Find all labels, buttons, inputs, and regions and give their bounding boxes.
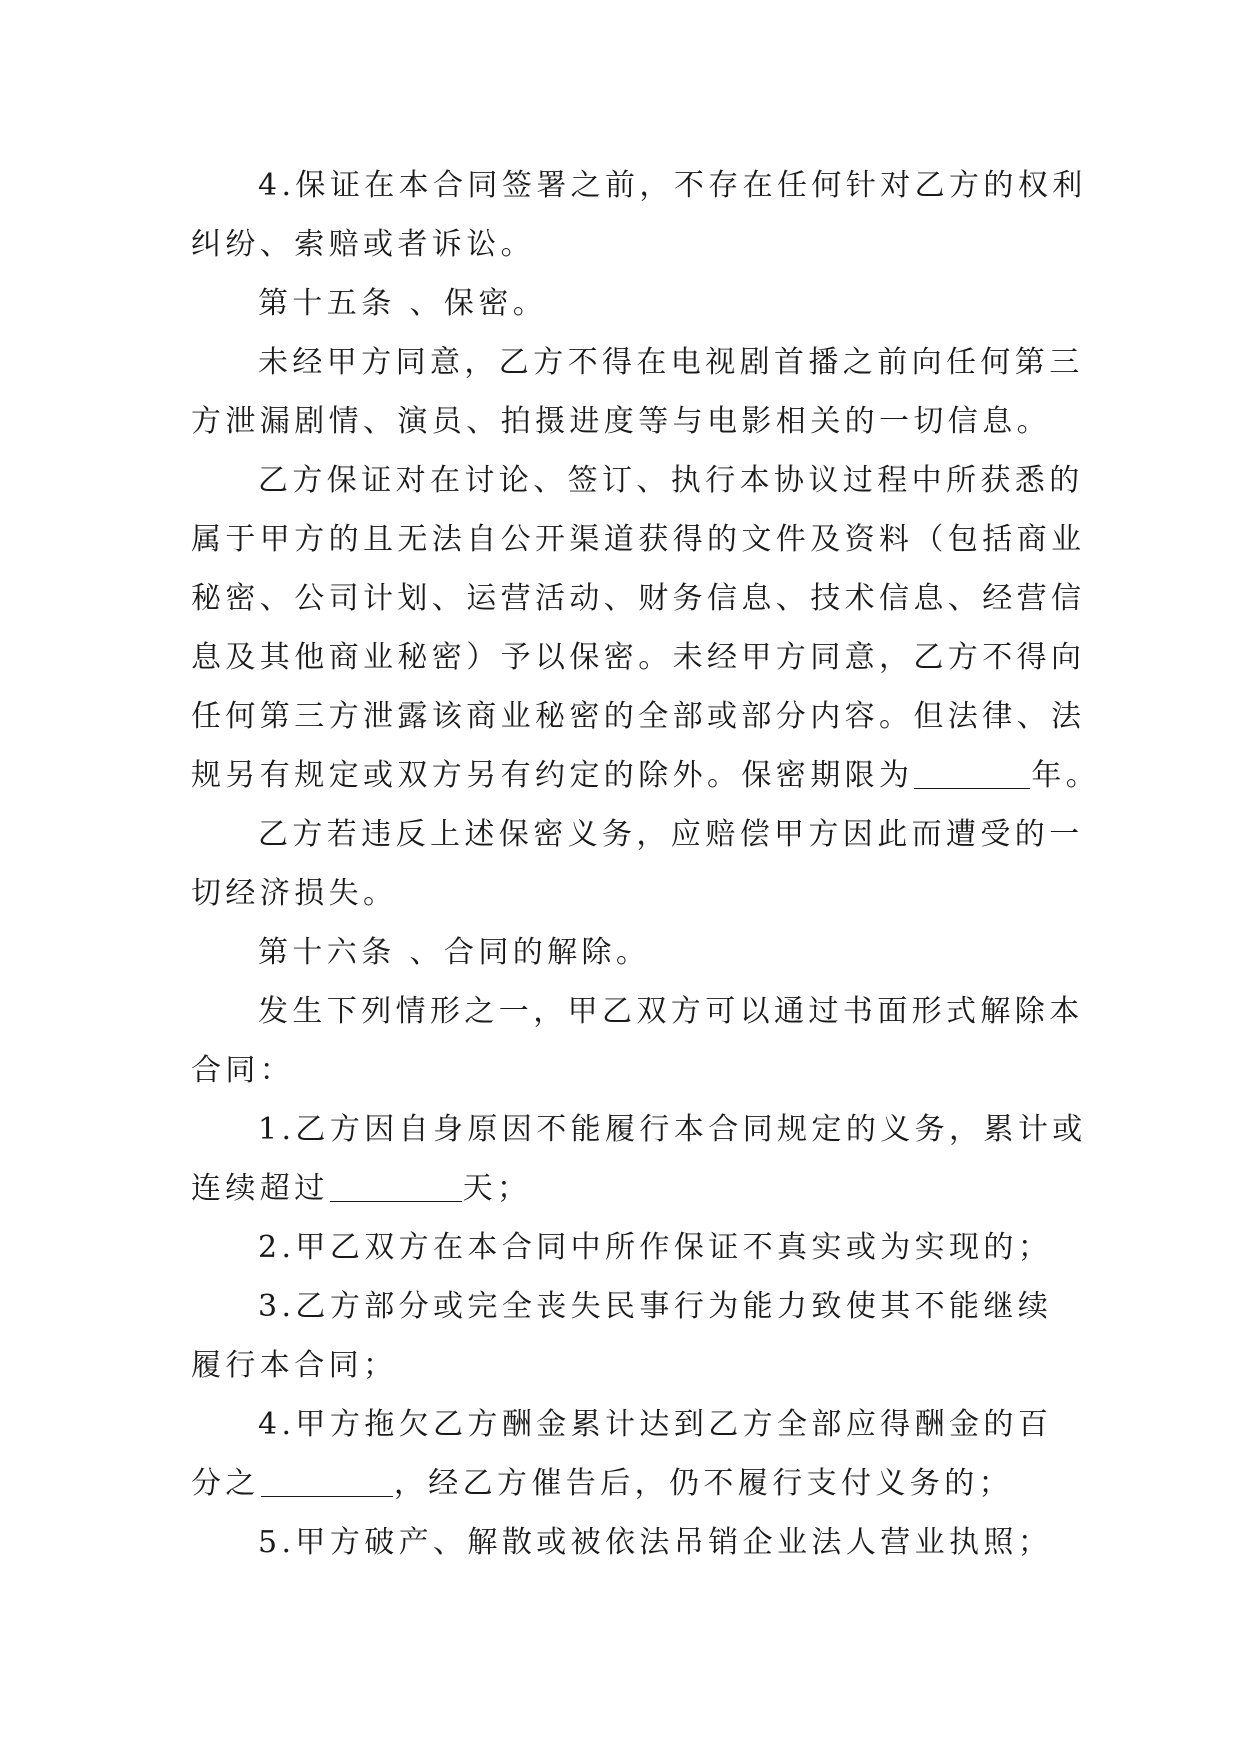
text-line-with-blank [191, 1159, 1071, 1218]
text-line: 履行本合同； [191, 1348, 398, 1383]
text-line: 属于甲方的且无法自公开渠道获得的文件及资料（包括商业 [191, 522, 1086, 557]
article-15-heading [191, 274, 1071, 333]
text-line: 任何第三方泄露该商业秘密的全部或部分内容。但法律、法 [191, 699, 1086, 734]
paragraph-termination-intro [191, 982, 1084, 1100]
text-fragment: 规另有规定或双方另有约定的除外。保密期限为 [191, 758, 914, 793]
article-16-heading [191, 923, 1071, 982]
paragraph-termination-4 [191, 1395, 1071, 1513]
text-line: 4.保证在本合同签署之前，不存在任何针对乙方的权利 [258, 168, 1087, 203]
text-line: 发生下列情形之一，甲乙双方可以通过书面形式解除本 [258, 994, 1084, 1029]
text-line: 秘密、公司计划、运营活动、财务信息、技术信息、经营信 [191, 581, 1086, 616]
paragraph-termination-3 [191, 1277, 1071, 1395]
text-line: 乙方保证对在讨论、签订、执行本协议过程中所获悉的 [258, 463, 1084, 498]
text-line: 5.甲方破产、解散或被依法吊销企业法人营业执照； [258, 1525, 1053, 1560]
fill-in-blank [330, 1171, 462, 1202]
text-line: 切经济损失。 [191, 876, 398, 911]
text-fragment: 连续超过 [191, 1171, 329, 1206]
text-fragment: ，经乙方催告后，仍不履行支付义务的； [393, 1466, 1014, 1501]
text-line-with-blank [191, 1454, 1071, 1513]
text-fragment: 年。 [1031, 758, 1101, 793]
text-line: 4.甲方拖欠乙方酬金累计达到乙方全部应得酬金的百 [258, 1407, 1053, 1442]
text-line: 1.乙方因自身原因不能履行本合同规定的义务，累计或 [258, 1112, 1087, 1147]
fill-in-blank [914, 758, 1030, 789]
paragraph-confidential-1 [191, 333, 1084, 451]
text-line: 第十六条 、合同的解除。 [258, 935, 651, 970]
text-line: 第十五条 、保密。 [258, 286, 548, 321]
text-line: 2.甲乙双方在本合同中所作保证不真实或为实现的； [258, 1230, 1053, 1265]
text-line-with-blank [191, 746, 1101, 805]
text-line: 3.乙方部分或完全丧失民事行为能力致使其不能继续 [258, 1289, 1053, 1324]
document-body [191, 156, 1101, 1572]
text-line: 乙方若违反上述保密义务，应赔偿甲方因此而遭受的一 [258, 817, 1084, 852]
paragraph-termination-2 [191, 1218, 1071, 1277]
paragraph-confidential-3 [191, 805, 1084, 923]
text-line: 纠纷、索赔或者诉讼。 [191, 227, 535, 262]
text-fragment: 天； [462, 1171, 532, 1206]
paragraph-termination-1 [191, 1100, 1087, 1218]
text-line: 息及其他商业秘密）予以保密。未经甲方同意，乙方不得向 [191, 640, 1086, 675]
paragraph-guarantee-4 [191, 156, 1087, 274]
text-line: 未经甲方同意，乙方不得在电视剧首播之前向任何第三 [258, 345, 1084, 380]
paragraph-termination-5 [191, 1513, 1071, 1572]
paragraph-confidential-2 [191, 451, 1101, 805]
text-line: 方泄漏剧情、演员、拍摄进度等与电影相关的一切信息。 [191, 404, 1051, 439]
fill-in-blank [261, 1466, 393, 1497]
text-fragment: 分之 [191, 1466, 260, 1501]
text-line: 合同： [191, 1053, 295, 1088]
